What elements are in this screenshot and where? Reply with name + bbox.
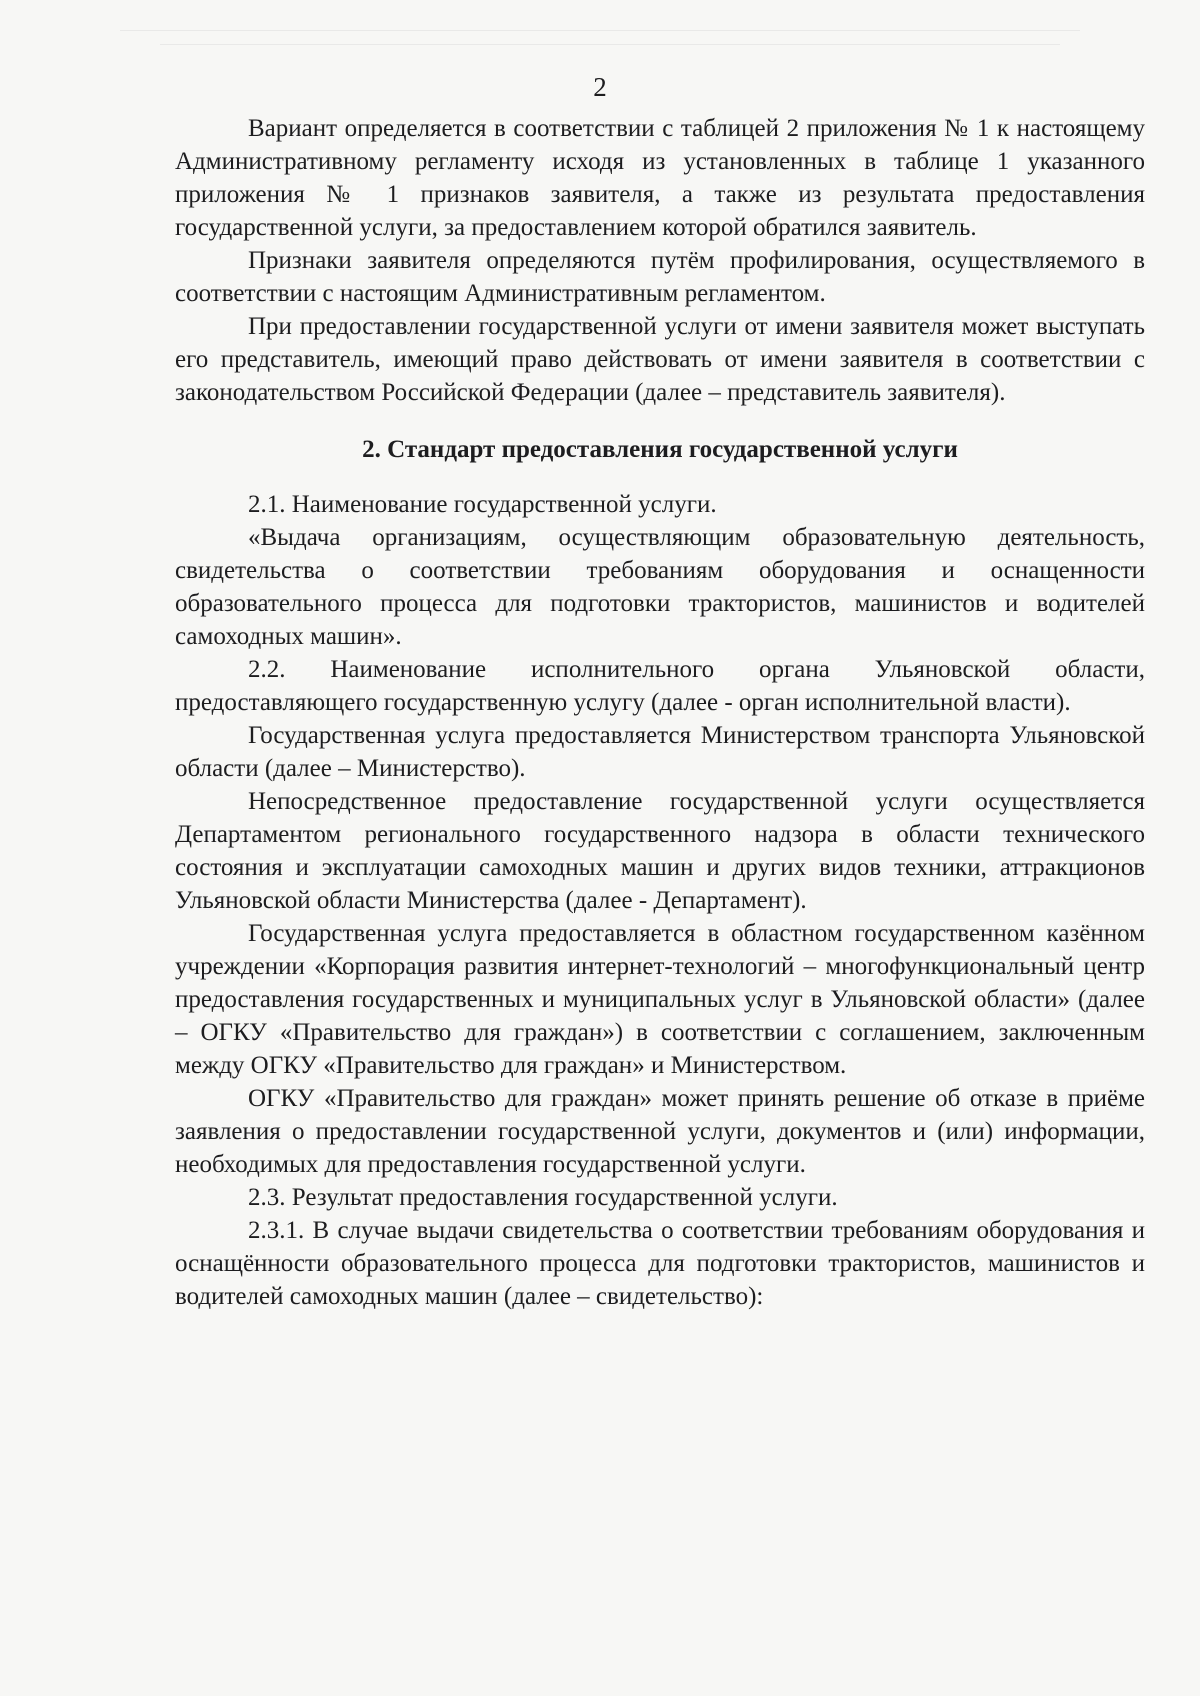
paragraph: При предоставлении государственной услуги от имени заявителя может выступать его представитель, имеющий право действовать от имени заявителя в соответствии с законодательством Российской Федерации (далее – представитель заявителя). (175, 313, 1145, 406)
paragraph: 2.1. Наименование государственной услуги. (248, 491, 717, 518)
paragraph: «Выдача организациям, осуществляющим образовательную деятельность, свидетельства о соответствии требованиям оборудования и оснащенности образовательного процесса для подготовки трактористов, машинистов и водителей самоходных машин». (175, 524, 1145, 650)
paragraph: Вариант определяется в соответствии с таблицей 2 приложения № 1 к настоящему Административному регламенту исходя из установленных в таблице 1 указанного приложения № 1 признаков заявителя, а также из результата предоставления государственной услуги, за предоставлением которой обратился заявитель. (175, 115, 1145, 241)
paragraph: Признаки заявителя определяются путём профилирования, осуществляемого в соответствии с настоящим Административным регламентом. (175, 247, 1145, 307)
scan-artifact (120, 30, 1080, 31)
section-heading: 2. Стандарт предоставления государственной услуги (362, 436, 958, 463)
paragraph: 2.3.1. В случае выдачи свидетельства о соответствии требованиям оборудования и оснащённости образовательного процесса для подготовки трактористов, машинистов и водителей самоходных машин (далее – свидетельство): (175, 1217, 1145, 1310)
scan-artifact (160, 44, 1060, 45)
paragraph: Государственная услуга предоставляется Министерством транспорта Ульяновской области (далее – Министерство). (175, 722, 1145, 782)
paragraph: Непосредственное предоставление государственной услуги осуществляется Департаментом регионального государственного надзора в области технического состояния и эксплуатации самоходных машин и других видов техники, аттракционов Ульяновской области Министерства (далее - Департамент). (175, 788, 1145, 914)
page-number: 2 (593, 72, 607, 102)
paragraph: 2.2. Наименование исполнительного органа Ульяновской области, предоставляющего государственную услугу (далее - орган исполнительной власти). (175, 656, 1145, 716)
paragraph: Государственная услуга предоставляется в областном государственном казённом учреждении «Корпорация развития интернет-технологий – многофункциональный центр предоставления государственных и муниципальных услуг в Ульяновской области» (далее – ОГКУ «Правительство для граждан») в соответствии с соглашением, заключенным между ОГКУ «Правительство для граждан» и Министерством. (175, 920, 1145, 1079)
paragraph: 2.3. Результат предоставления государственной услуги. (248, 1184, 838, 1211)
document-body (175, 112, 1145, 1313)
paragraph: ОГКУ «Правительство для граждан» может принять решение об отказе в приёме заявления о предоставлении государственной услуги, документов и (или) информации, необходимых для предоставления государственной услуги. (175, 1085, 1145, 1178)
